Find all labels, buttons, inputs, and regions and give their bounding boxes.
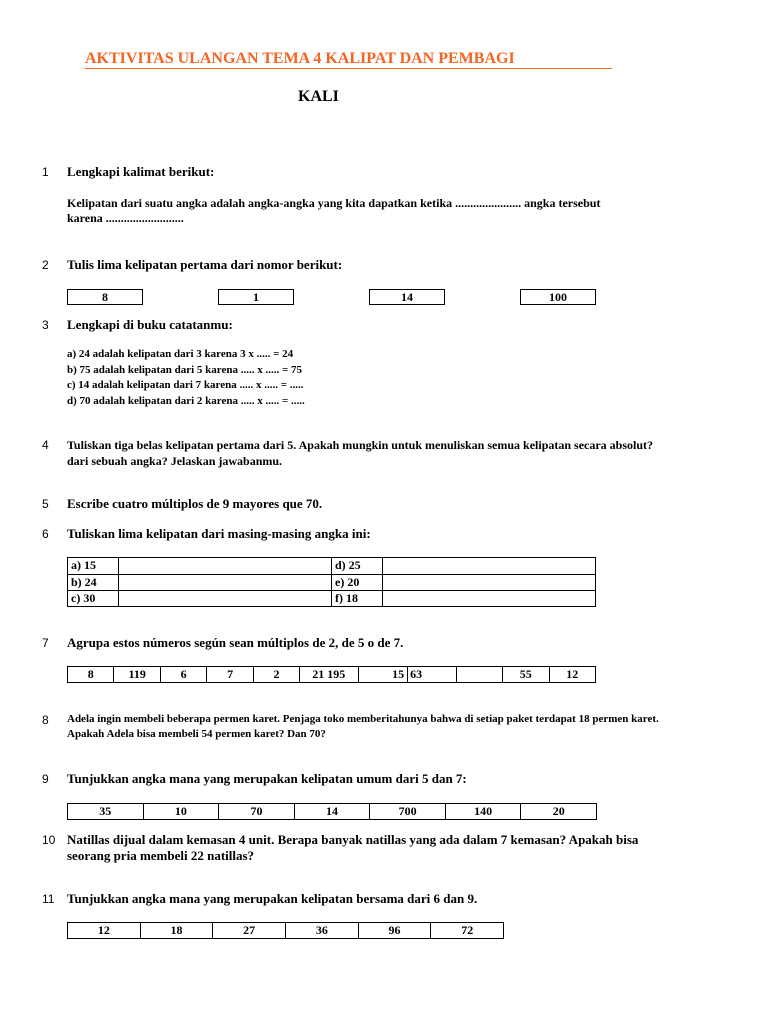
number-cell: 119 [114,667,160,682]
number-cell [457,667,503,682]
number-cell: 7 [207,667,253,682]
numbers-row-table [67,922,504,939]
question-number-1: 1 [42,165,49,179]
number-cell: 12 [68,923,141,938]
question-3-items [67,347,305,410]
question-8-text [67,712,659,742]
question-9-prompt: Tunjukkan angka mana yang merupakan kelipatan umum dari 5 dan 7: [67,771,467,786]
number-cell: 21 195 [300,667,358,682]
table-row [68,558,595,574]
number-cell: 8 [68,667,114,682]
question-1-line: karena .......................... [67,211,184,225]
question-4-text [67,437,653,469]
question-number-8: 8 [42,713,49,727]
section-heading: KALI [298,88,339,105]
question-7-prompt: Agrupa estos números según sean múltiplos de 2, de 5 o de 7. [67,635,404,650]
answer-cell [383,575,595,590]
question-number-10: 10 [42,833,56,847]
number-cell: 15 [359,667,408,682]
table-label-cell: b) 24 [68,575,119,590]
question-number-3: 3 [42,318,49,332]
number-cell: 20 [552,804,565,818]
question-5-prompt: Escribe cuatro múltiplos de 9 mayores que 70. [67,496,323,511]
number-cell: 2 [254,667,300,682]
number-cell: 10 [144,804,220,819]
question-4-line: dari sebuah angka? Jelaskan jawabanmu. [67,454,283,468]
number-cell: 6 [161,667,207,682]
number-cell: 72 [461,923,474,937]
number-cell: 12 [566,667,579,681]
answer-cell [119,558,332,574]
question-3-item: d) 70 adalah kelipatan dari 2 karena ..... x ..... = ..... [67,395,305,408]
answer-cell [119,575,332,590]
numbers-row-table [67,803,597,820]
question-number-9: 9 [42,772,49,786]
answer-cell [383,591,595,606]
number-cell: 35 [68,804,144,819]
number-cell: 700 [370,804,446,819]
question-4-line: Tuliskan tiga belas kelipatan pertama dari 5. Apakah mungkin untuk menuliskan semua kelipatan secara absolut? [67,438,654,452]
question-2-prompt: Tulis lima kelipatan pertama dari nomor berikut: [67,257,343,272]
multiples-table [67,557,596,607]
question-8-line: Adela ingin membeli beberapa permen karet. Penjaga toko memberitahunya bahwa di setiap paket terdapat 18 permen karet. [67,713,659,725]
question-1-line: Kelipatan dari suatu angka adalah angka-angka yang kita dapatkan ketika ...................... angka tersebut [67,196,601,210]
number-cell: 27 [213,923,286,938]
number-box: 14 [369,289,445,305]
table-label-cell: d) 25 [332,558,383,574]
table-label-cell: a) 15 [68,558,119,574]
question-10-line: seorang pria membeli 22 natillas? [67,848,255,863]
question-11-prompt: Tunjukkan angka mana yang merupakan kelipatan bersama dari 6 dan 9. [67,891,478,906]
numbers-row-table [67,666,596,683]
question-number-5: 5 [42,497,49,511]
table-label-cell: c) 30 [68,591,119,606]
question-3-prompt: Lengkapi di buku catatanmu: [67,317,233,332]
question-10-text [67,832,638,864]
question-1-text [67,196,600,226]
question-number-4: 4 [42,438,49,452]
question-10-line: Natillas dijual dalam kemasan 4 unit. Berapa banyak natillas yang ada dalam 7 kemasan? Apakah bisa [67,832,639,847]
worksheet-title: AKTIVITAS ULANGAN TEMA 4 KALIPAT DAN PEMBAGI [85,50,612,69]
question-3-item: b) 75 adalah kelipatan dari 5 karena ..... x ..... = 75 [67,363,302,376]
table-label-cell: e) 20 [332,575,383,590]
answer-cell [119,591,332,606]
number-cell: 14 [295,804,371,819]
question-number-6: 6 [42,527,49,541]
number-box: 100 [520,289,596,305]
question-3-item: c) 14 adalah kelipatan dari 7 karena ..... x ..... = ..... [67,379,304,392]
question-3-item: a) 24 adalah kelipatan dari 3 karena 3 x ..... = 24 [67,348,294,360]
number-box: 8 [67,289,143,305]
table-row [68,590,595,606]
question-8-line: Apakah Adela bisa membeli 54 permen karet? Dan 70? [67,728,326,740]
question-number-2: 2 [42,258,49,272]
question-number-7: 7 [42,636,49,650]
question-1-prompt: Lengkapi kalimat berikut: [67,164,215,179]
number-cell: 70 [219,804,295,819]
number-cell: 18 [141,923,214,938]
question-6-prompt: Tuliskan lima kelipatan dari masing-masing angka ini: [67,526,371,541]
number-cell: 63 [408,667,456,682]
table-label-cell: f) 18 [332,591,383,606]
number-cell: 55 [503,667,549,682]
number-box: 1 [218,289,294,305]
answer-cell [383,558,595,574]
number-cell: 96 [359,923,432,938]
number-cell: 140 [446,804,522,819]
question-number-11: 11 [42,892,55,906]
number-cell: 36 [286,923,359,938]
table-row [68,574,595,590]
